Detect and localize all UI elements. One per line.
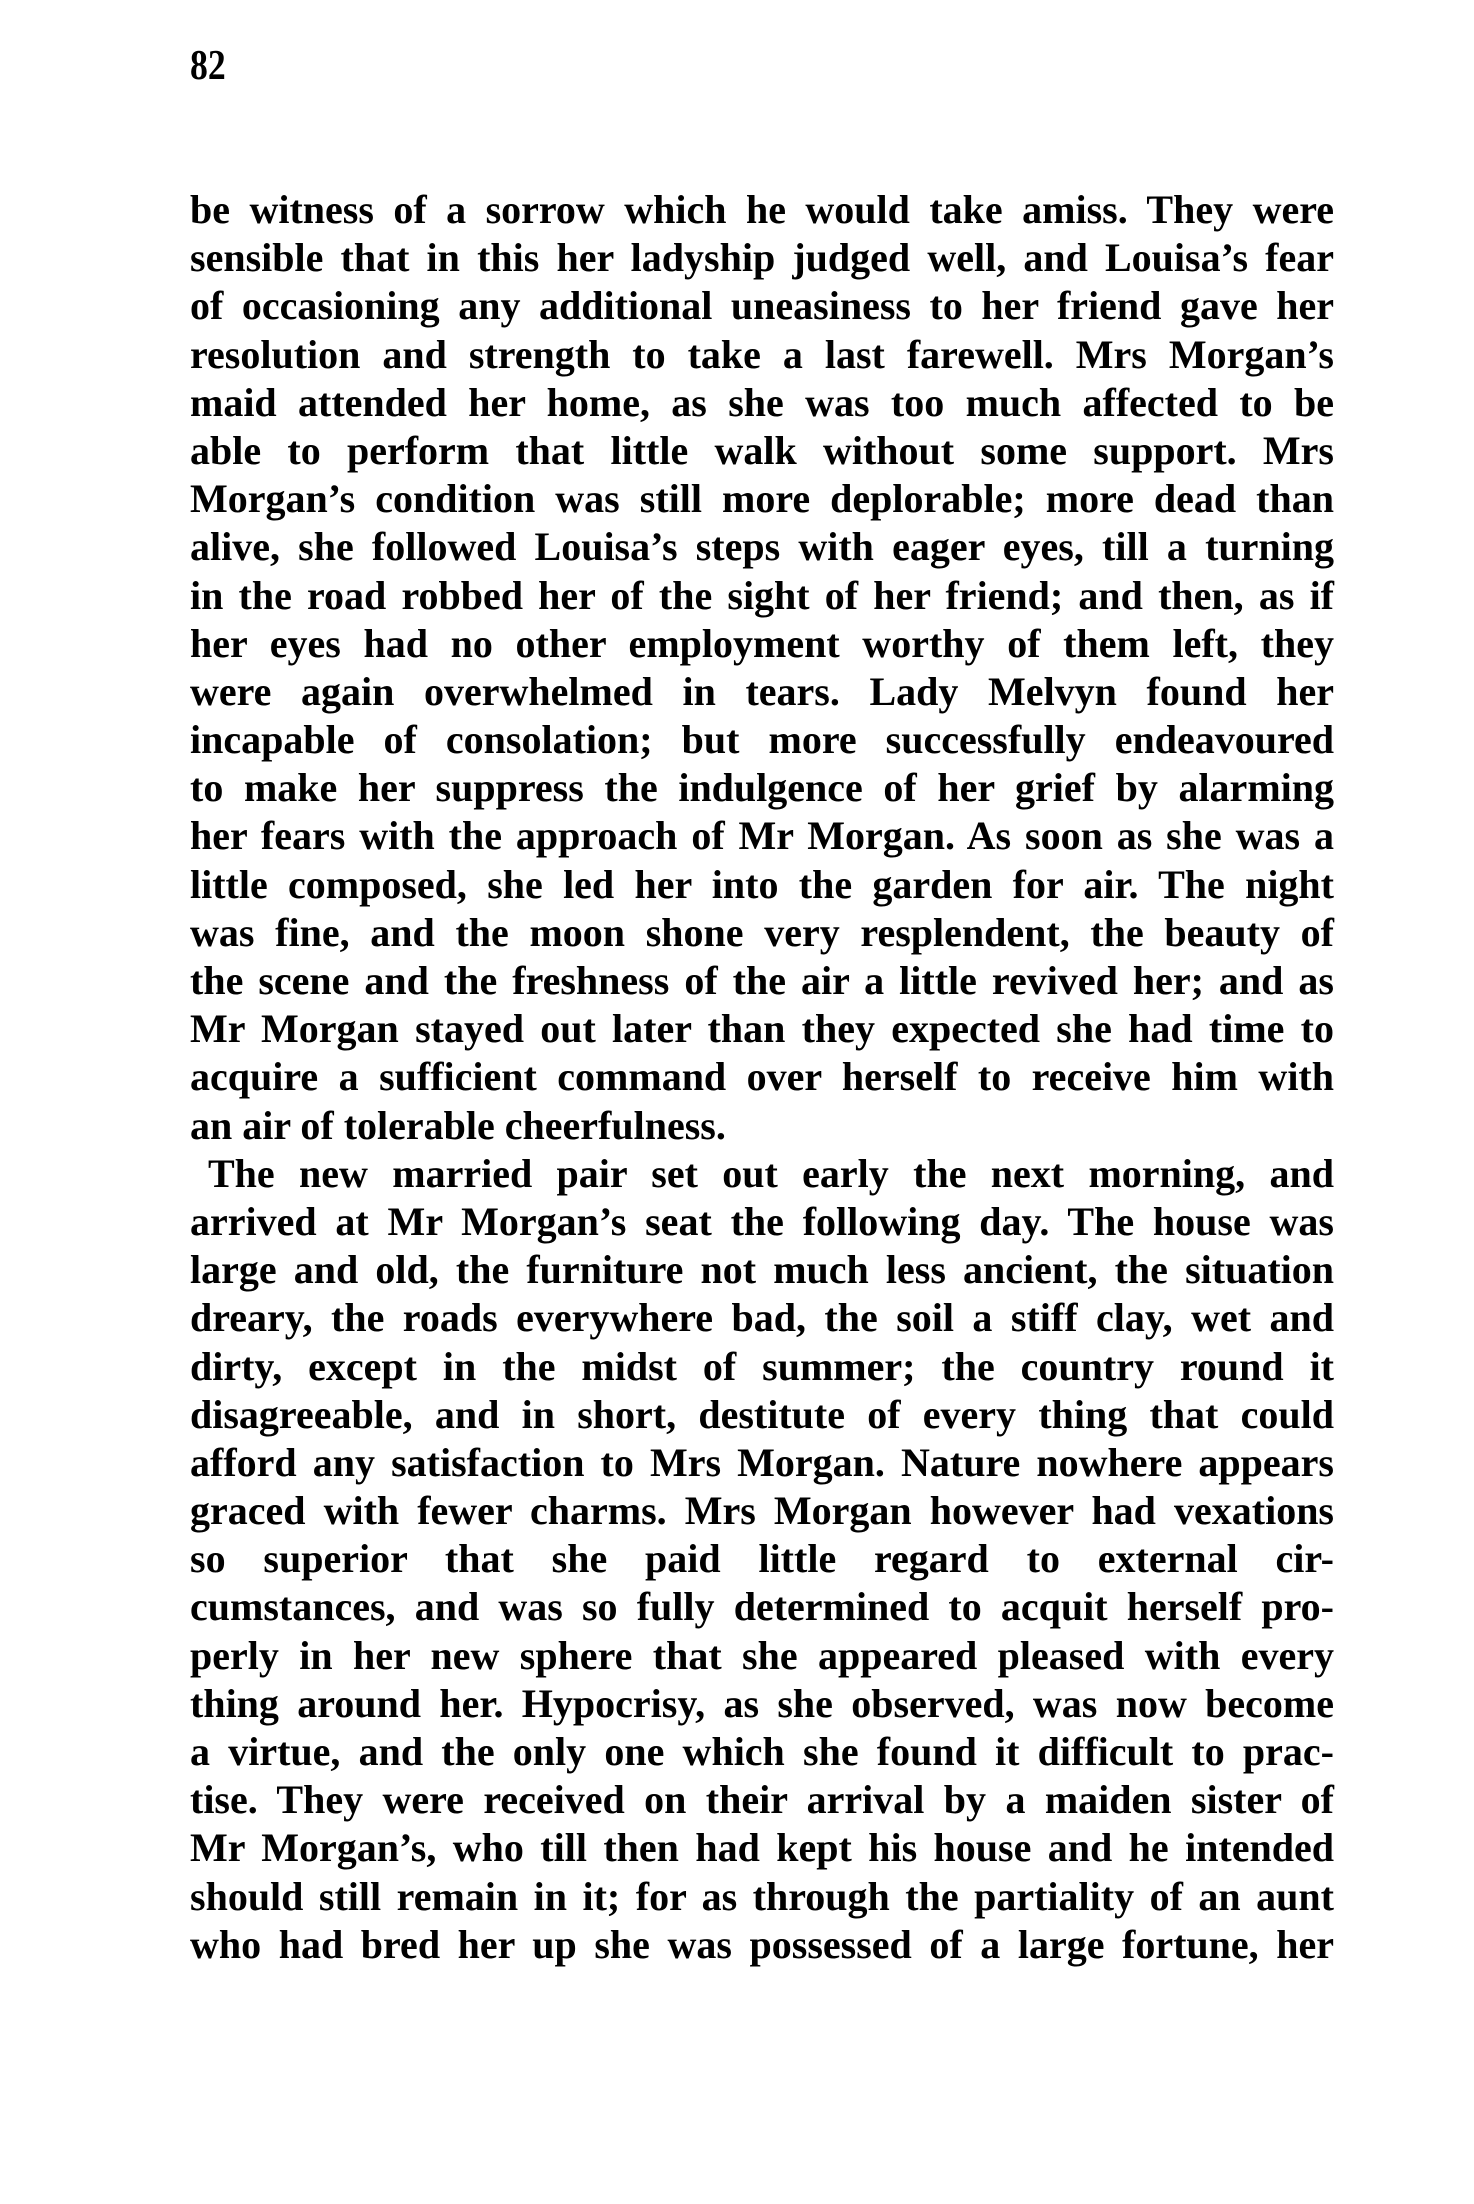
paragraph-2-line: afford any satisfaction to Mrs Morgan. Nature nowhere appears [190,1439,1334,1485]
paragraph-1-line: the scene and the freshness of the air a little revived her; and as [190,958,1334,1003]
paragraph-2-line: graced with fewer charms. Mrs Morgan however had vexations [190,1488,1334,1534]
paragraph-1-line: alive, she followed Louisa’s steps with eager eyes, till a turning [190,524,1334,570]
paragraph-1-line: maid attended her home, as she was too much affected to be [190,379,1334,425]
paragraph-2-line: dirty, except in the midst of summer; the country round it [190,1343,1334,1389]
paragraph-2-line: cumstances, and was so fully determined to acquit herself pro- [190,1584,1334,1630]
paragraph-1-line: incapable of consolation; but more successfully endeavoured [190,717,1334,763]
paragraph-2-line: dreary, the roads everywhere bad, the soil a stiff clay, wet and [190,1295,1334,1341]
paragraph-1-line: to make her suppress the indulgence of her grief by alarming [190,765,1334,811]
paragraph-2-line: a virtue, and the only one which she found it difficult to prac- [190,1729,1334,1774]
paragraph-1-line: her eyes had no other employment worthy of them left, they [190,620,1334,666]
body-text [190,186,1334,1969]
paragraph-2-line: Mr Morgan’s, who till then had kept his house and he intended [190,1825,1334,1871]
paragraph-1-line: in the road robbed her of the sight of her friend; and then, as if [190,572,1334,618]
paragraph-2-line: thing around her. Hypocrisy, as she observed, was now become [190,1680,1334,1726]
paragraph-1-line: were again overwhelmed in tears. Lady Melvyn found her [190,668,1334,714]
paragraph-1-line: Mr Morgan stayed out later than they expected she had time to [190,1006,1334,1052]
paragraph-1-line: Morgan’s condition was still more deplorable; more dead than [190,476,1334,522]
paragraph-1-line: be witness of a sorrow which he would take amiss. They were [190,187,1334,232]
paragraph-2-line: arrived at Mr Morgan’s seat the following day. The house was [190,1198,1334,1244]
paragraph-1-line: her fears with the approach of Mr Morgan. As soon as she was a [190,813,1334,859]
page-number: 82 [190,43,226,89]
paragraph-1-line: acquire a sufficient command over herself to receive him with [190,1054,1334,1100]
paragraph-1-line: resolution and strength to take a last farewell. Mrs Morgan’s [190,331,1334,377]
paragraph-1-line: sensible that in this her ladyship judged well, and Louisa’s fear [190,235,1334,281]
paragraph-2-line: The new married pair set out early the next morning, and [208,1150,1334,1196]
paragraph-2-line: large and old, the furniture not much less ancient, the situation [190,1247,1334,1293]
paragraph-2-line: should still remain in it; for as through the partiality of an aunt [190,1873,1334,1919]
paragraph-2-line: who had bred her up she was possessed of a large fortune, her [190,1921,1334,1967]
paragraph-1-line: of occasioning any additional uneasiness to her friend gave her [190,283,1334,329]
paragraph-2-line: so superior that she paid little regard to external cir- [190,1536,1334,1582]
paragraph-2-line: perly in her new sphere that she appeared pleased with every [190,1632,1334,1678]
paragraph-2-line: tise. They were received on their arrival by a maiden sister of [190,1777,1334,1823]
paragraph-1-line: little composed, she led her into the garden for air. The night [190,861,1334,907]
paragraph-2-line: disagreeable, and in short, destitute of every thing that could [190,1391,1334,1437]
paragraph-1-line: an air of tolerable cheerfulness. [190,1102,726,1148]
paragraph-1-line: was fine, and the moon shone very resplendent, the beauty of [190,909,1334,955]
paragraph-1-line: able to perform that little walk without some support. Mrs [190,427,1334,473]
